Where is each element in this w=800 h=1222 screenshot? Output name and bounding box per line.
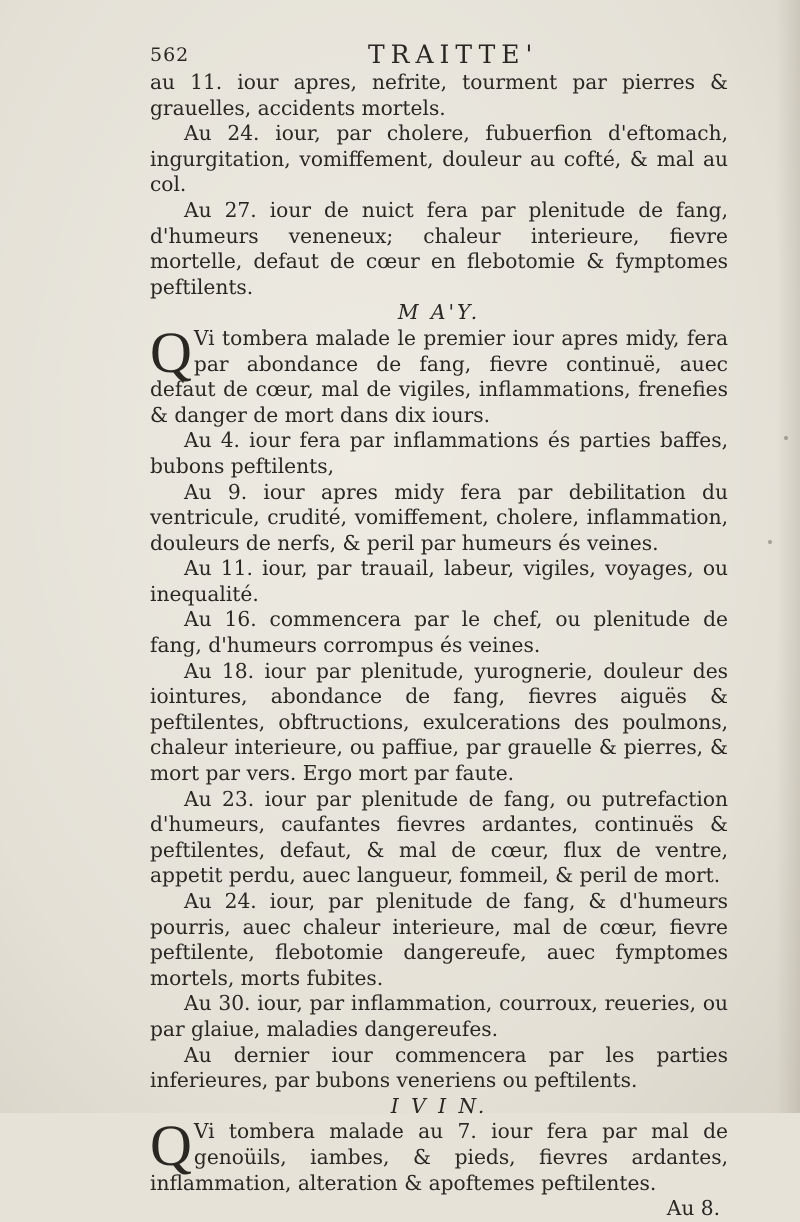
body-text <box>150 70 728 1222</box>
paper-speck <box>768 540 772 544</box>
drop-cap-letter: Q <box>150 1113 192 1179</box>
drop-cap-letter: Q <box>150 319 192 385</box>
paragraph: Au 9. iour apres midy fera par debilitation du ventricule, crudité, vomiffement, cholere, inflammation, douleurs de nerfs, & peril par humeurs és veines. <box>150 479 728 555</box>
running-title: TRAITTE' <box>368 40 539 69</box>
section-opening-paragraph <box>150 1113 728 1196</box>
section-heading-may: M A'Y. <box>397 300 481 325</box>
paragraph: Au 27. iour de nuict fera par plenitude de fang, d'humeurs veneneux; chaleur interieure, fievre mortelle, defaut de cœur en flebotomie & fymptomes peftilents. <box>150 197 728 299</box>
paragraph: Au 4. iour fera par inflammations és parties baffes, bubons peftilents, <box>150 428 728 478</box>
paragraph: Au 30. iour, par inflammation, courroux, reueries, ou par glaiue, maladies dangereufes. <box>150 991 728 1041</box>
paragraph: Au 16. commencera par le chef, ou plenitude de fang, d'humeurs corrompus és veines. <box>150 607 728 658</box>
page-header <box>150 40 750 72</box>
paragraph: Au 23. iour par plenitude de fang, ou putrefaction d'humeurs, caufantes fievres ardantes, continuës & peftilentes, defaut, & mal de cœur, flux de ventre, appetit perdu, auec langueur, fommeil, & peril de mort. <box>150 786 728 888</box>
paragraph: Au 24. iour, par plenitude de fang, & d'humeurs pourris, auec chaleur interieure, mal de cœur, fievre peftilente, flebotomie dangereufe, auec fymptomes mortels, morts fubites. <box>150 889 728 990</box>
paragraph: Au 18. iour par plenitude, yurognerie, douleur des iointures, abondance de fang, fievres aiguës & peftilentes, obftructions, exulcerations des poulmons, chaleur interieure, ou paffiue, par grauelle & pierres, & mort par vers. Ergo mort par faute. <box>150 658 728 786</box>
catchword: Au 8. <box>666 1196 720 1221</box>
paragraph: Au 24. iour, par cholere, fubuerfion d'eftomach, ingurgitation, vomiffement, douleur au cofté, & mal au col. <box>150 121 728 197</box>
paragraph: Au dernier iour commencera par les parties inferieures, par bubons veneriens ou peftilents. <box>150 1042 728 1093</box>
opening-text: Vi tombera malade le premier iour apres midy, fera par abondance de fang, fievre continuë, auec defaut de cœur, mal de vigiles, inflammations, frenefies & danger de mort dans dix iours. <box>150 325 728 427</box>
opening-text: Vi tombera malade au 7. iour fera par mal de genoüils, iambes, & pieds, fievres ardantes, inflammation, alteration & apoftemes peftilentes. <box>150 1119 728 1195</box>
paragraph: Au 11. iour, par trauail, labeur, vigiles, voyages, ou inequalité. <box>150 556 728 606</box>
section-opening-paragraph <box>150 319 728 428</box>
paper-speck <box>784 436 788 440</box>
paragraph-continuation: au 11. iour apres, nefrite, tourment par pierres & grauelles, accidents mortels. <box>150 70 728 120</box>
page-number: 562 <box>150 44 190 66</box>
section-heading-june: I V I N. <box>390 1093 488 1118</box>
